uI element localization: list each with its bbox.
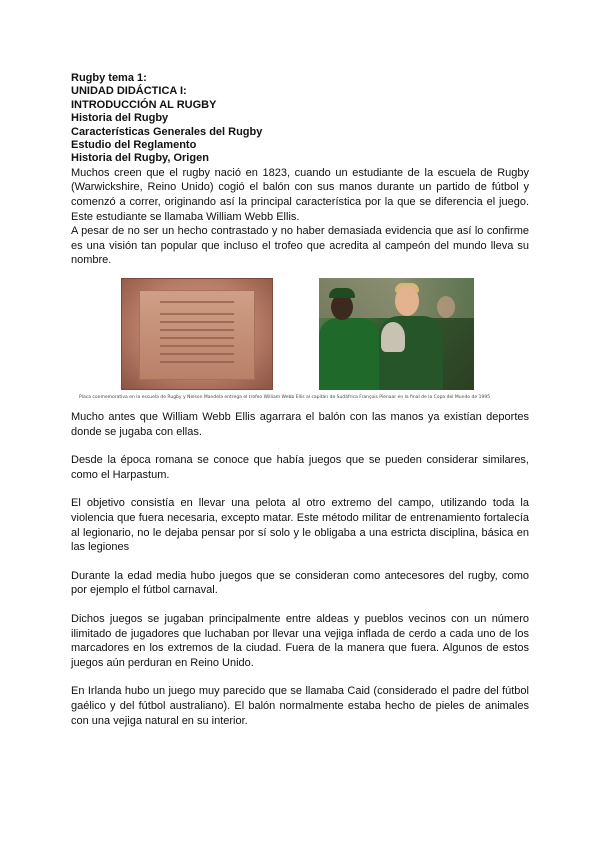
body-paragraph-1: Mucho antes que William Webb Ellis agarrara el balón con las manos ya existían deportes donde se jugaba con ellas.	[71, 411, 529, 438]
rules-heading: Estudio del Reglamento	[71, 139, 197, 152]
document-page	[71, 72, 529, 728]
intro-heading: INTRODUCCIÓN AL RUGBY	[71, 98, 217, 111]
doc-title: Rugby tema 1:	[71, 72, 147, 84]
history-heading: Historia del Rugby	[71, 112, 169, 125]
intro-paragraph-2: A pesar de no ser un hecho contrastado y no haber demasiada evidencia que así lo confirme es una visión tan popular que incluso el trofeo que acredita al campeón del mundo lleva su nombre.	[71, 225, 529, 267]
trophy-presentation-image	[319, 278, 474, 390]
body-paragraph-3: El objetivo consistía en llevar una pelota al otro extremo del campo, utilizando toda la violencia que fuera necesaria, excepto matar. Este método militar de entrenamiento fortalecía al legionario, no le dejaba pensar por sí solo y le obligaba a una estricta disciplina, básica en las legiones	[71, 497, 529, 554]
characteristics-heading: Características Generales del Rugby	[71, 125, 263, 138]
intro-paragraph-1: Muchos creen que el rugby nació en 1823, cuando un estudiante de la escuela de Rugby (Warwickshire, Reino Unido) cogió el balón con sus manos durante un partido de fútbol y comenzó a correr, originando así la principal característica por la que se diferencia el juego. Este estudiante se llamaba William Webb Ellis.	[71, 166, 529, 223]
body-paragraph-2: Desde la época romana se conoce que había juegos que se pueden considerar similares, como el Harpastum.	[71, 454, 529, 481]
body-paragraph-4: Durante la edad media hubo juegos que se consideran como antecesores del rugby, como por ejemplo el fútbol carnaval.	[71, 569, 529, 597]
commemorative-plaque-image	[121, 278, 273, 390]
unit-heading: UNIDAD DIDÁCTICA I:	[71, 85, 187, 98]
body-paragraph-6: En Irlanda hubo un juego muy parecido que se llamaba Caid (considerado el padre del fútbol gaélico y del fútbol australiano). El balón normalmente estaba hecho de pieles de animales con una vejiga natural en su interior.	[71, 685, 529, 727]
image-caption: Placa conmemorativa en la escuela de Rugby y Nelson Mandela entrega el trofeo William Webb Ellis al capitán de Sudáfrica François Pienaar en la final de la Copa del Mundo de 1995	[79, 395, 491, 400]
body-paragraph-5: Dichos juegos se jugaban principalmente entre aldeas y pueblos vecinos con un número ilimitado de jugadores que luchaban por llevar una vejiga inflada de cerdo a cada uno de los marcadores en los extremos de la ciudad. Fuera de la manera que fuera. Algunos de estos juegos aún perduran en Reino Unido.	[71, 612, 529, 669]
origin-heading: Historia del Rugby, Origen	[71, 152, 209, 165]
photo-row	[71, 278, 529, 410]
